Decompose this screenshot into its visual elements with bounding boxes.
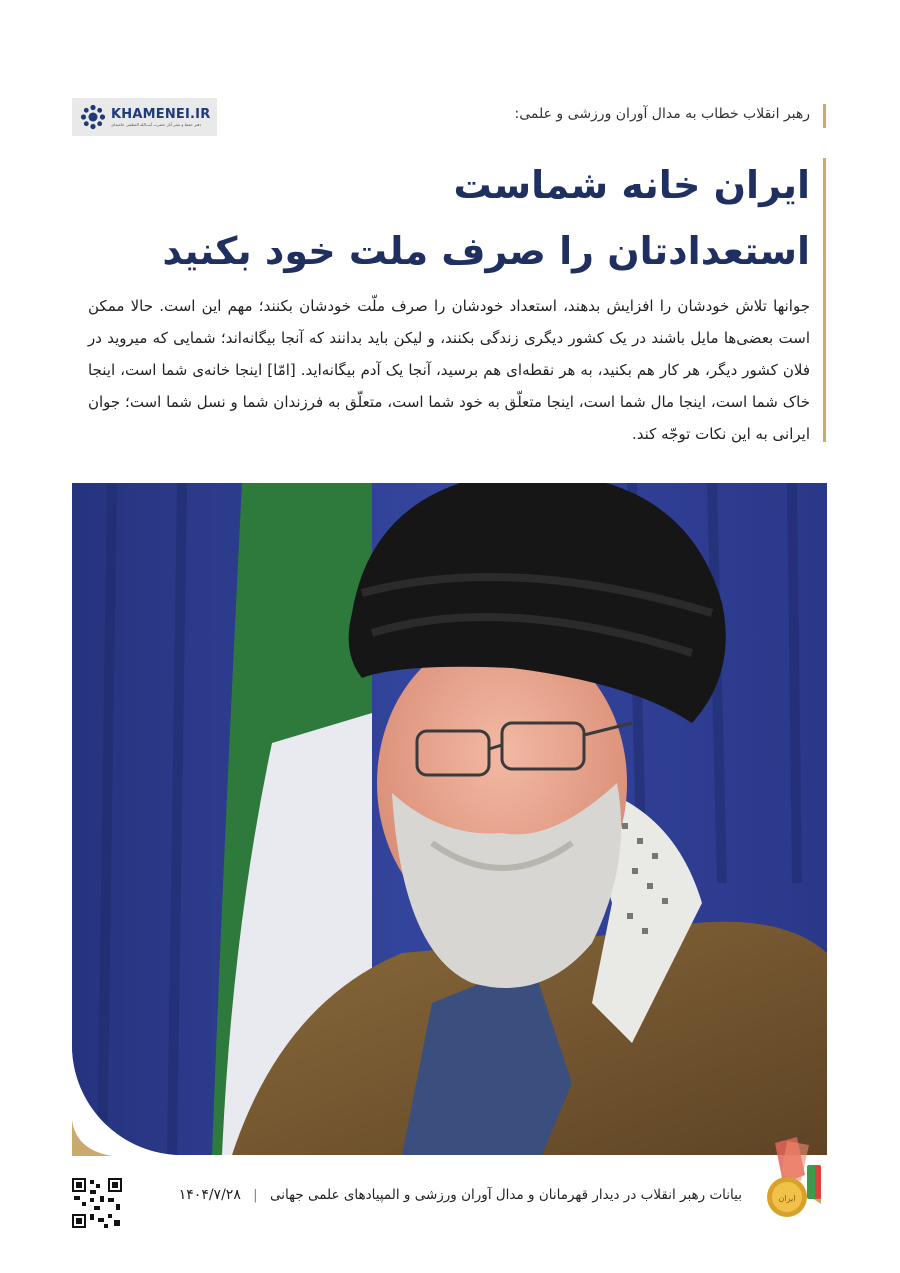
- subtitle: رهبر انقلاب خطاب به مدال آوران ورزشی و علمی:: [514, 106, 810, 122]
- khamenei-logo-icon: [80, 104, 106, 130]
- footer-caption-text: بیانات رهبر انقلاب در دیدار قهرمانان و مدال آوران ورزشی و المپیادهای علمی جهانی: [270, 1187, 742, 1203]
- medal-icon: [757, 1135, 827, 1225]
- subtitle-accent-bar: [823, 104, 826, 128]
- medal-label: ایران: [778, 1194, 796, 1203]
- headline-line-1: ایران خانه شماست: [453, 163, 810, 207]
- site-logo[interactable]: [72, 98, 217, 136]
- footer-date: ۱۴۰۴/۷/۲۸: [178, 1187, 241, 1203]
- logo-name: KHAMENEI.IR: [111, 106, 211, 122]
- logo-tagline: دفتر حفظ و نشر آثار حضرت آیت‌الله العظمی خامنه‌ای: [111, 121, 202, 127]
- portrait-illustration: [72, 483, 827, 1155]
- gold-corner-accent: [72, 1120, 112, 1156]
- headline-accent-bar: [823, 158, 826, 442]
- headline: [110, 152, 810, 284]
- footer-caption: [179, 1187, 742, 1203]
- headline-line-2: استعدادتان را صرف ملت خود بکنید: [162, 229, 810, 273]
- footer-separator: |: [253, 1187, 258, 1203]
- qr-code-icon[interactable]: [72, 1178, 122, 1228]
- portrait-photo: [72, 483, 827, 1155]
- quote-body: جوانها تلاش خودشان را افزایش بدهند، استعداد خودشان را صرف ملّت خودشان بکنند؛ مهم این است. حالا ممکن است بعضی‌ها مایل باشند در یک کشور دیگری زندگی بکنند، و لیکن باید بدانند که آنجا بیگانه‌اند؛ شمایی که میروید در فلان کشور دیگر، هر کار هم بکنید، به هر نقطه‌ای هم برسید، آنجا یک آدم بیگانه‌اید. [امّا] اینجا خانه‌ی شما است، اینجا خاک شما است، اینجا مال شما است، اینجا متعلّق به خود شما است، متعلّق به فرزندان شما و نسل شما است؛ جوان ایرانی به این نکات توجّه کند.: [88, 297, 810, 443]
